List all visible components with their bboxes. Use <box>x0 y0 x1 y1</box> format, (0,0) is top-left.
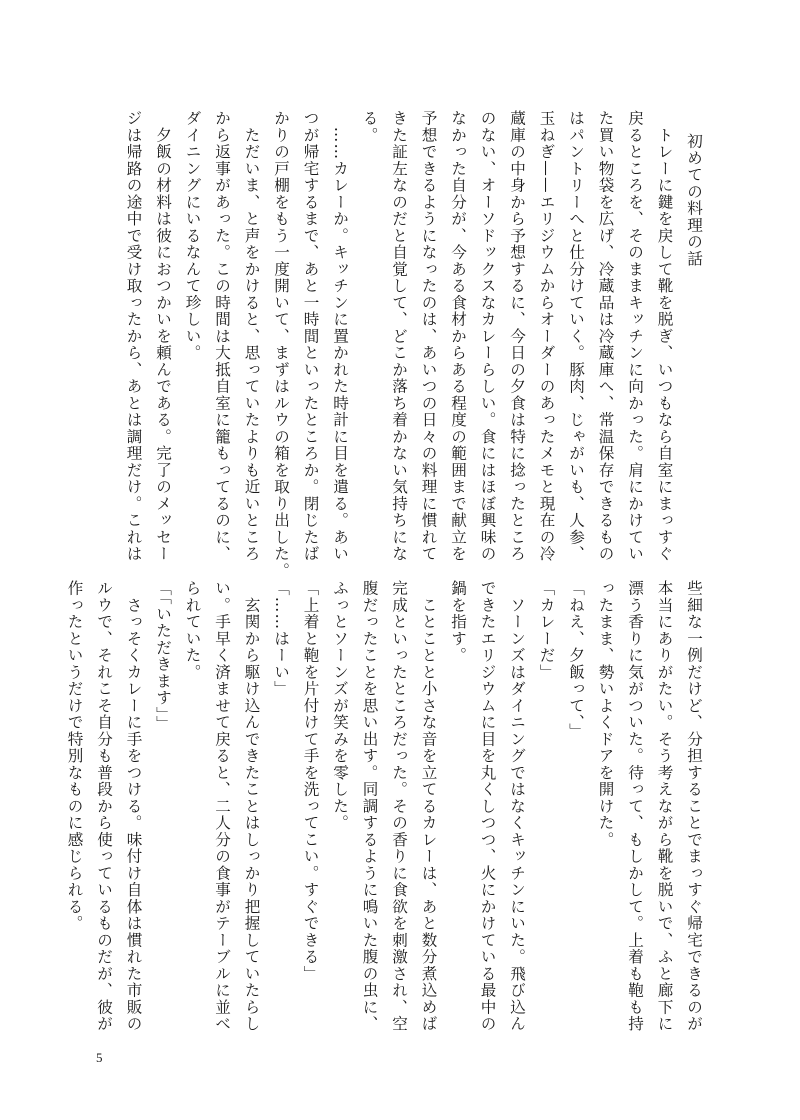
text-line: 玉ねぎ——エリジウムからオーダーのあったメモと現在の冷 <box>537 110 556 563</box>
text-line: い。手早く済ませて戻ると、二人分の食事がテーブルに並べ <box>213 580 231 1033</box>
text-line: ジは帰路の途中で受け取ったから、あとは調理だけ。これは <box>124 110 143 563</box>
text-line: 漂う香りに気がついた。待って、もしかして。上着も鞄も持 <box>626 580 644 1033</box>
text-line: 本当にありがたい。そう考えながら靴を脱いで、ふと廊下に <box>655 580 674 1033</box>
dialogue-line: 「……はーい」 <box>272 580 290 698</box>
text-line: 予想できるようになったのは、あいつの日々の料理に慣れて <box>419 110 438 563</box>
dialogue-line: 「「いただきます」」 <box>154 580 172 732</box>
text-line: ソーンズはダイニングではなくキッチンにいた。飛び込ん <box>508 580 526 1033</box>
text-line: ことことと小さな音を立てるカレーは、あと数分煮込めば <box>419 580 438 1033</box>
text-line: 蔵庫の中身から予想するに、今日の夕食は特に捻ったところ <box>508 110 526 563</box>
text-line: ったまま、勢いよくドアを開けた。 <box>596 580 615 848</box>
text-line: 夕飯の材料は彼におつかいを頼んである。完了のメッセー <box>154 110 172 563</box>
chapter-title: 初めての料理の話 <box>685 133 703 268</box>
bottom-text-block <box>65 580 708 1033</box>
text-line: なかった自分が、今ある食材からある程度の範囲まで献立を <box>449 110 467 563</box>
text-line: ふっとソーンズが笑みを零した。 <box>331 580 349 832</box>
text-line: ……カレーか。キッチンに置かれた時計に目を遣る。あい <box>331 110 349 563</box>
text-line: きた証左なのだと自覚して、どこか落ち着かない気持ちにな <box>390 110 408 563</box>
text-line: から返事があった。この時間は大抵自室に籠もってるのに、 <box>213 110 231 563</box>
dialogue-line: 「カレーだ」 <box>537 580 556 681</box>
text-line: 些細な一例だけど、分担することでまっすぐ帰宅できるのが <box>685 580 703 1033</box>
text-line: た買い物袋を広げ、冷蔵品は冷蔵庫へ、常温保存できるもの <box>596 110 615 563</box>
top-text-block <box>78 110 708 579</box>
text-line: 戻るところを、そのままキッチンに向かった。肩にかけてい <box>626 110 644 563</box>
text-line: る。 <box>360 110 379 144</box>
text-line: 腹だったことを思い出す。同調するように鳴いた腹の虫に、 <box>360 580 379 1033</box>
text-line: 作ったというだけで特別なものに感じられる。 <box>65 580 84 932</box>
text-line: ただいま、と声をかけると、思っていたよりも近いところ <box>242 110 261 563</box>
text-line: られていた。 <box>183 580 202 681</box>
dialogue-line: 「上着と鞄を片付けて手を洗ってこい。すぐできる」 <box>301 580 320 982</box>
text-line: はパントリーへと仕分けていく。豚肉、じゃがいも、人参、 <box>567 110 585 563</box>
text-line: 玄関から駆け込んできたことはしっかり把握していたらし <box>242 580 261 1033</box>
text-line: ルウで、それこそ自分も普段から使っているものだが、彼が <box>95 580 113 1033</box>
text-line: 鍋を指す。 <box>449 580 467 664</box>
text-line: トレーに鍵を戻して靴を脱ぎ、いつもなら自室にまっすぐ <box>655 110 674 563</box>
text-line: ダイニングにいるなんて珍しい。 <box>183 110 202 362</box>
dialogue-line: 「ねえ、夕飯って、」 <box>567 580 585 740</box>
page-number: 5 <box>96 1050 103 1065</box>
text-line: かりの戸棚をもう一度開いて、まずはルウの箱を取り出した。 <box>272 110 290 579</box>
text-line: できたエリジウムに目を丸くしつつ、火にかけている最中の <box>478 580 497 1033</box>
text-line: つが帰宅するまで、あと一時間といったところか。閉じたば <box>301 110 320 563</box>
text-line: のない、オーソドックスなカレーらしい。食にはほぼ興味の <box>478 110 497 563</box>
text-line: さっそくカレーに手をつける。味付け自体は慣れた市販の <box>124 580 143 1033</box>
text-line: 完成といったところだった。その香りに食欲を刺激され、空 <box>390 580 408 1033</box>
